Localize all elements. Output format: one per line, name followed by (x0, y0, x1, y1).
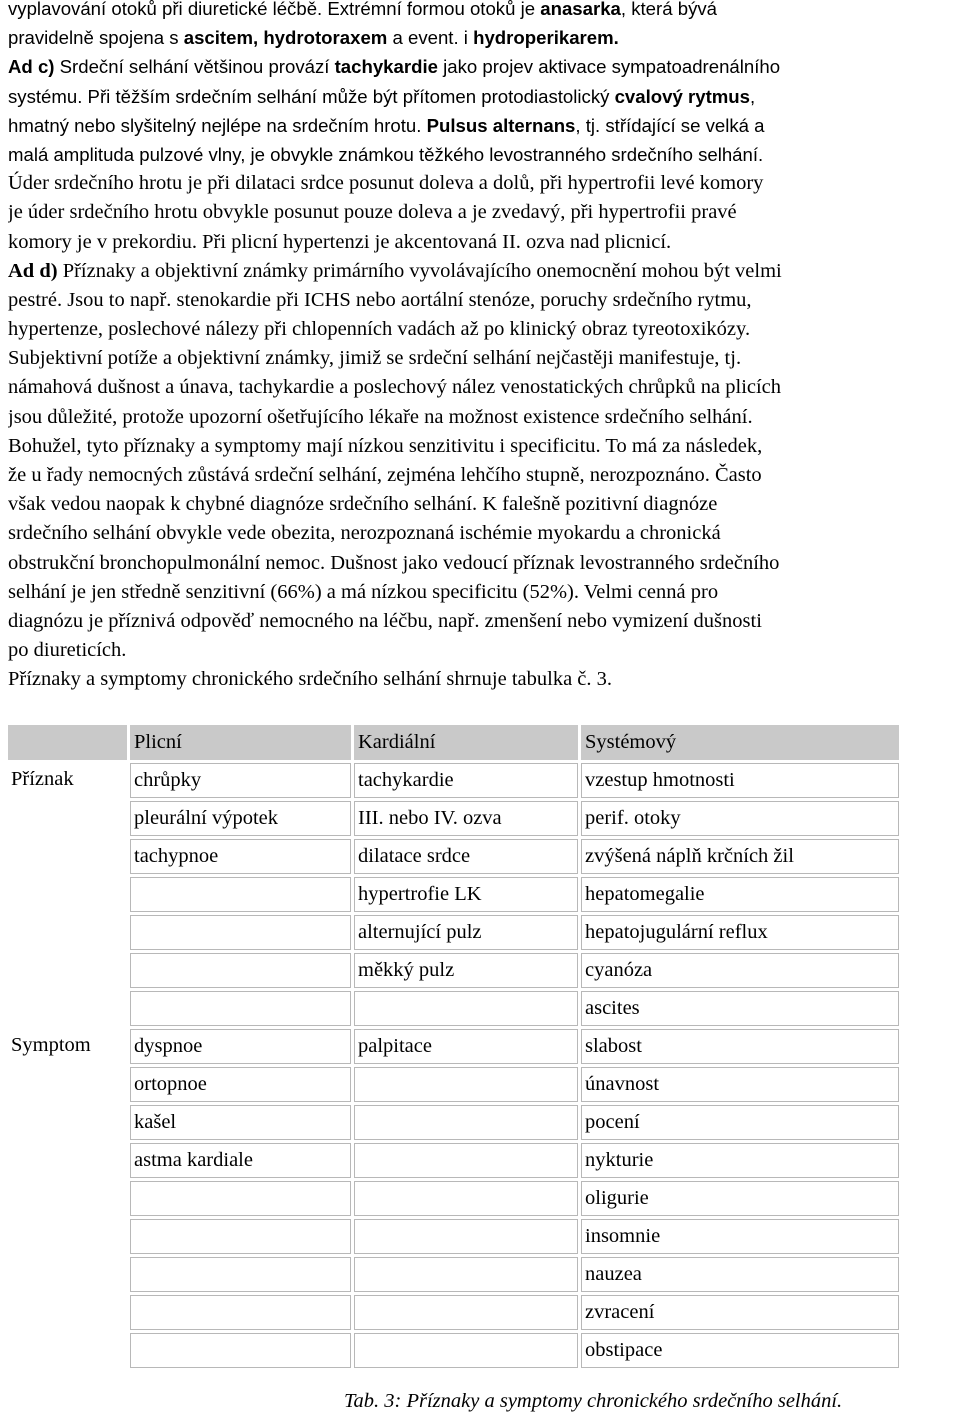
text-line (8, 228, 960, 257)
table-cell: oligurie (581, 1181, 899, 1216)
table-row (8, 1029, 899, 1064)
text-run: Příznaky a symptomy chronického srdečního selhání shrnuje tabulka č. 3. (8, 668, 613, 691)
text-line (8, 432, 960, 461)
table-cell: hepatojugulární reflux (581, 915, 899, 950)
text-run: srdečního selhání obvykle vede obezita, nerozpoznaná ischémie myokardu a chronická (8, 522, 721, 545)
bold-term: anasarka (540, 0, 621, 19)
body-text (8, 0, 960, 695)
text-line (8, 23, 960, 52)
table-cell: hepatomegalie (581, 877, 899, 912)
table-cell: dilatace srdce (354, 839, 578, 874)
table-cell: pleurální výpotek (130, 801, 351, 836)
text-line (8, 315, 960, 344)
table-row (8, 839, 899, 874)
bold-term: hydroperikarem. (473, 27, 619, 49)
text-line (8, 52, 960, 81)
text-run: však vedou naopak k chybné diagnóze srdečního selhání. K falešně pozitivní diagnóze (8, 493, 718, 516)
text-run: je úder srdečního hrotu obvykle posunut pouze doleva a je zvedavý, při hypertrofii pravé (8, 201, 737, 224)
bold-term: ascitem, hydrotoraxem (183, 27, 388, 49)
text-line (8, 578, 960, 607)
table-row (8, 801, 899, 836)
table-cell: alternující pulz (354, 915, 578, 950)
table-caption: Tab. 3: Příznaky a symptomy chronického srdečního selhání. (344, 1390, 843, 1412)
text-run: jsou důležité, protože upozorní ošetřujícího lékaře na možnost existence srdečního selhání. (8, 405, 753, 428)
text-line (8, 82, 960, 111)
text-run: námahová dušnost a únava, tachykardie a poslechový nález venostatických chrůpků na plicích (8, 376, 782, 399)
table-cell: hypertrofie LK (354, 877, 578, 912)
table-row (8, 1067, 899, 1102)
text-line (8, 607, 960, 636)
table-cell: ortopnoe (130, 1067, 351, 1102)
table-cell: astma kardiale (130, 1143, 351, 1178)
text-line (8, 286, 960, 315)
column-header: Systémový (581, 725, 899, 760)
table-cell (130, 915, 351, 950)
text-line (8, 490, 960, 519)
table-row (8, 1333, 899, 1368)
table-cell: cyanóza (581, 953, 899, 988)
text-run: Subjektivní potíže a objektivní známky, jimiž se srdeční selhání nejčastěji manifestuje, tj. (8, 347, 742, 370)
text-line (8, 344, 960, 373)
table-cell: vzestup hmotnosti (581, 763, 899, 798)
table-cell: nauzea (581, 1257, 899, 1292)
table-cell (354, 1105, 578, 1140)
table-row (8, 1295, 899, 1330)
table-row (8, 1181, 899, 1216)
table-row (8, 763, 899, 798)
table-row (8, 1143, 899, 1178)
table-cell (130, 877, 351, 912)
table-cell: únavnost (581, 1067, 899, 1102)
column-header: Plicní (130, 725, 351, 760)
table-cell (130, 1333, 351, 1368)
table-cell (354, 991, 578, 1026)
table-cell: tachykardie (354, 763, 578, 798)
bold-term: Pulsus alternans (426, 114, 576, 136)
table-cell: obstipace (581, 1333, 899, 1368)
table-cell: chrůpky (130, 763, 351, 798)
table-header-row (8, 725, 899, 760)
table-row (8, 1105, 899, 1140)
table-row (8, 991, 899, 1026)
table-cell: měkký pulz (354, 953, 578, 988)
bold-term: Ad c) (8, 56, 55, 78)
text-run: hmatný nebo slyšitelný nejlépe na srdečním hrotu. (8, 114, 427, 136)
table-cell (130, 1219, 351, 1254)
text-run: systému. Při těžším srdečním selhání může být přítomen protodiastolický (8, 85, 615, 107)
text-run: po diureticích. (8, 639, 127, 662)
table-cell (354, 1143, 578, 1178)
text-run: Příznaky a objektivní známky primárního vyvolávajícího onemocnění mohou být velmi (57, 259, 782, 282)
table-cell: dyspnoe (130, 1029, 351, 1064)
table-cell (130, 1181, 351, 1216)
table-cell (354, 1219, 578, 1254)
table-cell: zvýšená náplň krčních žil (581, 839, 899, 874)
table-cell: insomnie (581, 1219, 899, 1254)
text-line (8, 111, 960, 140)
table-cell (354, 1181, 578, 1216)
text-line (8, 169, 960, 198)
table-cell: III. nebo IV. ozva (354, 801, 578, 836)
table-cell: tachypnoe (130, 839, 351, 874)
text-run: selhání je jen středně senzitivní (66%) a má nízkou specificitu (52%). Velmi cenná pro (8, 580, 719, 603)
text-line (8, 0, 960, 23)
table-cell (130, 1295, 351, 1330)
text-run: že u řady nemocných zůstává srdeční selhání, zejména lehčího stupně, nerozpoznáno. Často (8, 464, 762, 486)
text-run: vyplavování otoků při diuretické léčbě. Extrémní formou otoků je (8, 0, 541, 19)
table-cell: nykturie (581, 1143, 899, 1178)
table-cell: perif. otoky (581, 801, 899, 836)
table-row (8, 1257, 899, 1292)
text-run: , která bývá (620, 0, 718, 19)
text-run: pravidelně spojena s (8, 27, 184, 49)
text-run: Úder srdečního hrotu je při dilataci srdce posunut doleva a dolů, při hypertrofii levé komory (8, 172, 764, 195)
table-cell: ascites (581, 991, 899, 1026)
table-cell: zvracení (581, 1295, 899, 1330)
row-group-label: Symptom (11, 1034, 91, 1056)
column-header (8, 725, 127, 760)
text-line (8, 636, 960, 665)
text-line (8, 140, 960, 169)
bold-term: tachykardie (334, 56, 438, 78)
text-run: komory je v prekordiu. Při plicní hypertenzi je akcentovaná II. ozva nad plicnicí. (8, 230, 672, 253)
text-line (8, 549, 960, 578)
table-cell (130, 953, 351, 988)
text-run: jako projev aktivace sympatoadrenálního (437, 56, 781, 78)
table-cell (130, 1257, 351, 1292)
table-row (8, 877, 899, 912)
text-run: obstrukční bronchopulmonální nemoc. Dušnost jako vedoucí příznak levostranného srdečního (8, 551, 780, 574)
table-cell (354, 1295, 578, 1330)
table-cell (354, 1333, 578, 1368)
text-line (8, 665, 960, 694)
text-line (8, 519, 960, 548)
text-run: pestré. Jsou to např. stenokardie při ICHS nebo aortální stenóze, poruchy srdečního rytmu, (8, 288, 752, 311)
text-run: , tj. střídající se velká a (575, 114, 765, 136)
text-run: , (750, 85, 756, 107)
table-row (8, 1219, 899, 1254)
text-run: hypertenze, poslechové nálezy při chlopenních vadách až po klinický obraz tyreotoxikózy. (8, 318, 751, 341)
bold-term: Ad d) (8, 259, 58, 282)
table-cell: palpitace (354, 1029, 578, 1064)
text-run: Srdeční selhání většinou provází (54, 56, 335, 78)
table-cell: pocení (581, 1105, 899, 1140)
table-cell (354, 1257, 578, 1292)
text-run: Bohužel, tyto příznaky a symptomy mají nízkou senzitivitu i specificitu. To má za následek, (8, 434, 763, 457)
column-header: Kardiální (354, 725, 578, 760)
symptom-table (5, 722, 902, 1371)
table-cell (354, 1067, 578, 1102)
text-line (8, 403, 960, 432)
table-cell: slabost (581, 1029, 899, 1064)
text-run: a event. i (387, 27, 474, 49)
text-line (8, 461, 960, 490)
bold-term: cvalový rytmus (614, 85, 750, 107)
text-run: malá amplituda pulzové vlny, je obvykle známkou těžkého levostranného srdečního selhání. (8, 143, 764, 165)
row-group-label: Příznak (11, 768, 74, 790)
table-cell (130, 991, 351, 1026)
text-line (8, 373, 960, 402)
text-line (8, 257, 960, 286)
table-cell: kašel (130, 1105, 351, 1140)
text-line (8, 198, 960, 227)
text-run: diagnózu je příznivá odpověď nemocného na léčbu, např. zmenšení nebo vymizení dušnosti (8, 609, 762, 632)
table-row (8, 915, 899, 950)
table-row (8, 953, 899, 988)
